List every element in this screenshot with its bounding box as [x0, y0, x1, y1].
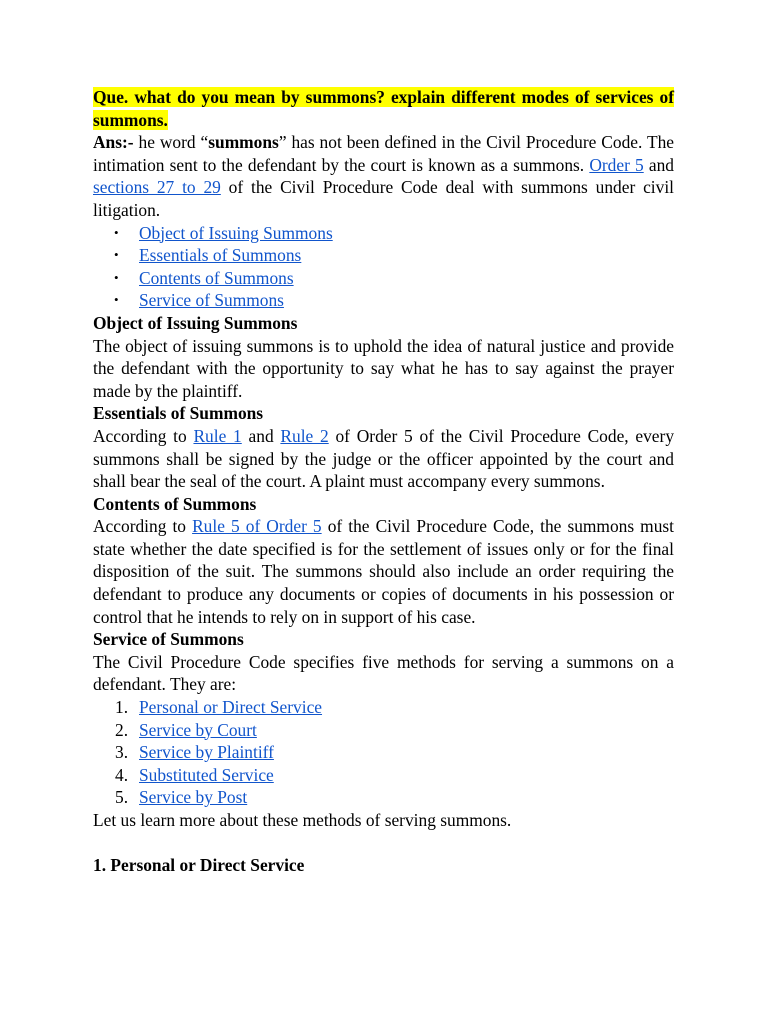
link-service-by-plaintiff[interactable]: Service by Plaintiff: [139, 742, 274, 763]
service-intro: The Civil Procedure Code specifies five methods for serving a summons on a defendant. They are:: [93, 651, 674, 695]
toc-link-contents[interactable]: Contents of Summons: [139, 267, 294, 288]
link-order-5[interactable]: Order 5: [589, 154, 644, 175]
toc-link-service[interactable]: Service of Summons: [139, 290, 284, 311]
toc-item: [93, 267, 674, 290]
document-page: [93, 86, 674, 877]
answer-text-end: of the Civil Procedure Code deal with summons under civil litigation.: [93, 177, 674, 220]
toc-item: [93, 222, 674, 245]
service-method-item: [93, 741, 674, 764]
contents-text-post: of the Civil Procedure Code, the summons must state whether the date specified is for the settlement of issues only or for the final disposition of the suit. The summons should also include an order requiring the defendant to produce any documents or copies of documents in his possession or control that he intends to rely on in support of his case.: [93, 516, 675, 627]
service-method-item: [93, 764, 674, 787]
answer-text-mid: and: [643, 154, 674, 175]
toc-list: [93, 222, 674, 312]
link-service-by-post[interactable]: Service by Post: [139, 787, 248, 808]
contents-heading: Contents of Summons: [93, 493, 257, 514]
object-body: The object of issuing summons is to uphold the idea of natural justice and provide the defendant with the opportunity to say what he has to say against the prayer made by the plaintiff.: [93, 335, 674, 401]
toc-item: [93, 244, 674, 267]
link-rule-5-order-5[interactable]: Rule 5 of Order 5: [192, 516, 322, 537]
link-rule-1[interactable]: Rule 1: [193, 425, 242, 446]
essentials-body: [93, 425, 674, 493]
contents-body: [93, 515, 674, 628]
answer-bold-word: summons: [208, 132, 279, 153]
link-service-by-court[interactable]: Service by Court: [139, 719, 257, 740]
toc-link-essentials[interactable]: Essentials of Summons: [139, 245, 302, 266]
essentials-text-post: of Order 5 of the Civil Procedure Code, every summons shall be signed by the judge or the officer appointed by the court and shall bear the seal of the court. A plaint must accompany every summons.: [93, 425, 675, 492]
essentials-text-pre: According to: [93, 425, 194, 446]
spacer: [93, 832, 674, 855]
service-heading: Service of Summons: [93, 629, 244, 650]
answer-paragraph: [93, 131, 674, 221]
list-number: 2.: [115, 719, 129, 740]
answer-text-pre: he word “: [133, 132, 209, 153]
question: [93, 86, 674, 131]
link-personal-service[interactable]: Personal or Direct Service: [139, 697, 323, 718]
contents-text-pre: According to: [93, 516, 193, 537]
link-rule-2[interactable]: Rule 2: [280, 425, 329, 446]
question-highlight: Que. what do you mean by summons? explain different modes of services of summons.: [93, 87, 674, 130]
bullet: •: [114, 292, 119, 308]
object-heading: Object of Issuing Summons: [93, 312, 298, 333]
service-method-item: [93, 719, 674, 742]
link-substituted-service[interactable]: Substituted Service: [139, 764, 274, 785]
essentials-text-mid: and: [241, 425, 281, 446]
essentials-heading: Essentials of Summons: [93, 403, 264, 424]
toc-link-object[interactable]: Object of Issuing Summons: [139, 222, 333, 243]
service-method-item: [93, 786, 674, 809]
link-sections-27-29[interactable]: sections 27 to 29: [93, 177, 221, 198]
answer-label: Ans:-: [93, 132, 134, 153]
service-outro: Let us learn more about these methods of serving summons.: [93, 810, 512, 830]
answer-text-post: ” has not been defined in the Civil Procedure Code. The intimation sent to the defendant by the court is known as a summons.: [93, 132, 674, 175]
toc-item: [93, 289, 674, 312]
list-number: 4.: [115, 764, 129, 785]
personal-service-heading: 1. Personal or Direct Service: [93, 855, 305, 876]
bullet: •: [114, 269, 119, 285]
list-number: 5.: [115, 787, 129, 808]
bullet: •: [114, 224, 119, 240]
list-number: 3.: [115, 742, 129, 763]
list-number: 1.: [115, 697, 129, 718]
service-method-item: [93, 696, 674, 719]
bullet: •: [114, 247, 119, 263]
service-methods-list: [93, 696, 674, 809]
